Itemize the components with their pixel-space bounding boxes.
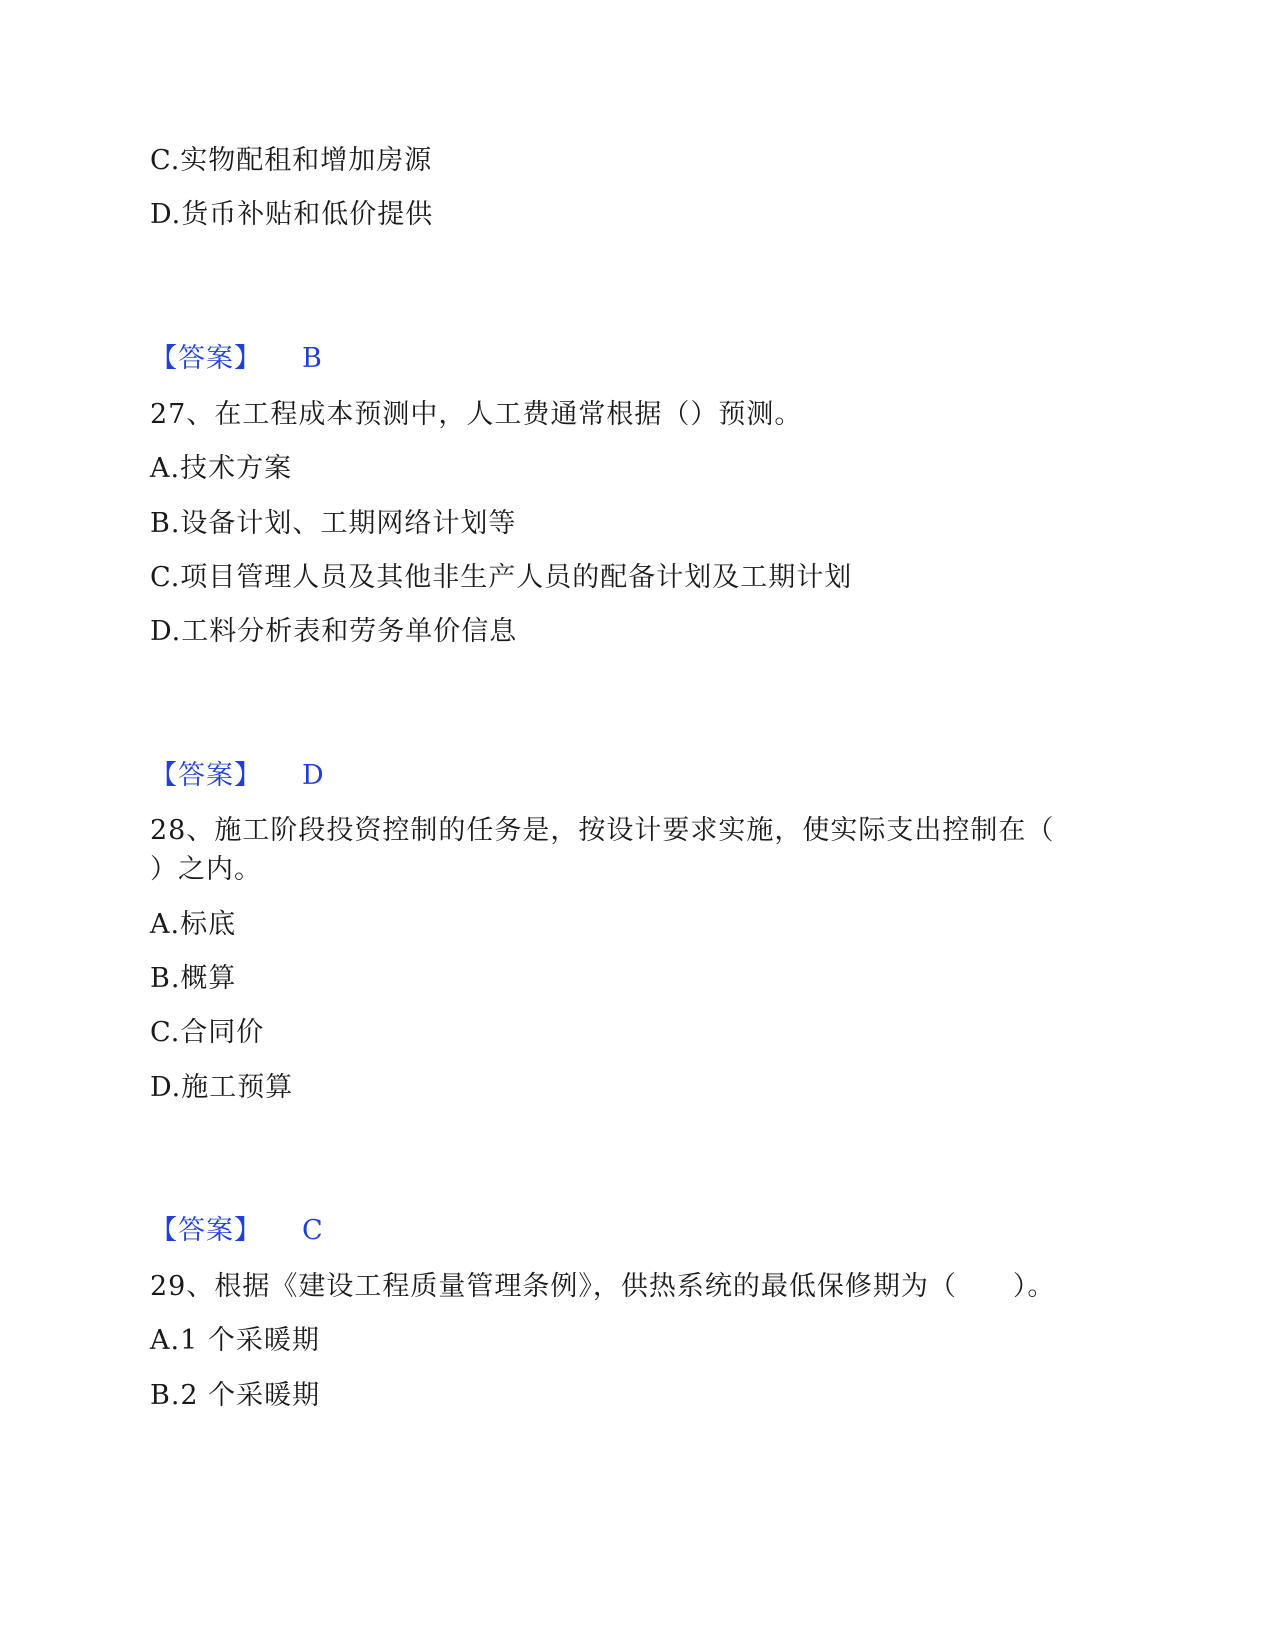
q26-option-d: D.货币补贴和低价提供	[150, 199, 434, 230]
answer-label: 【答案】	[150, 343, 262, 374]
q26-option-c: C.实物配租和增加房源	[150, 145, 433, 176]
q28-answer	[150, 1213, 323, 1249]
q28-option-a: A.标底	[150, 909, 237, 940]
answer-value: B	[302, 343, 322, 374]
q27-option-d: D.工料分析表和劳务单价信息	[150, 616, 518, 647]
q27-option-c: C.项目管理人员及其他非生产人员的配备计划及工期计划	[150, 562, 853, 593]
q29-option-b: B.2 个采暖期	[150, 1380, 321, 1411]
q26-answer	[150, 341, 322, 377]
q27-answer	[150, 758, 324, 794]
q27-option-b: B.设备计划、工期网络计划等	[150, 508, 517, 539]
answer-value: C	[302, 1215, 323, 1246]
q28-option-b: B.概算	[150, 963, 237, 994]
q28-option-c: C.合同价	[150, 1017, 265, 1048]
q27-question: 27、在工程成本预测中，人工费通常根据（）预测。	[150, 399, 803, 430]
q28-question-line2: ）之内。	[150, 854, 262, 885]
q28-question-line1: 28、施工阶段投资控制的任务是，按设计要求实施，使实际支出控制在（	[150, 815, 1055, 846]
q27-option-a: A.技术方案	[150, 453, 293, 484]
answer-value: D	[302, 760, 324, 791]
answer-label: 【答案】	[150, 1215, 262, 1246]
answer-label: 【答案】	[150, 760, 262, 791]
q29-question: 29、根据《建设工程质量管理条例》，供热系统的最低保修期为（ ）。	[150, 1271, 1056, 1302]
q29-option-a: A.1 个采暖期	[150, 1325, 320, 1356]
q28-option-d: D.施工预算	[150, 1072, 294, 1103]
